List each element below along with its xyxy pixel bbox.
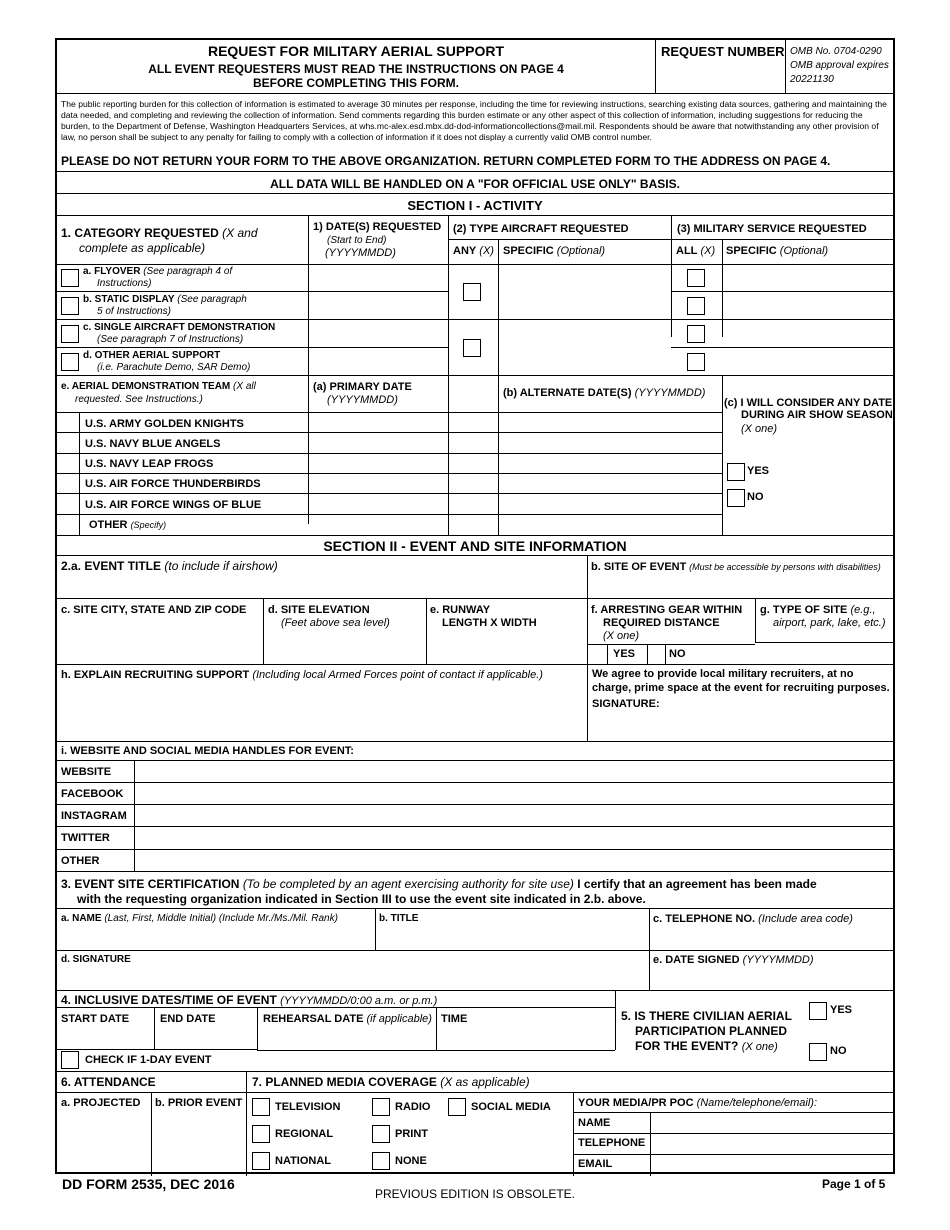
- other-social-field[interactable]: [135, 850, 892, 870]
- specific-service-field[interactable]: [723, 265, 892, 374]
- recruiters-signature-label: SIGNATURE:: [592, 698, 660, 710]
- event-title-label: 2.a. EVENT TITLE (to include if airshow): [61, 559, 278, 573]
- team-checkbox-blue-angels[interactable]: [58, 433, 78, 452]
- section1-title: SECTION I - ACTIVITY: [407, 198, 543, 213]
- site-of-event-label: b. SITE OF EVENT (Must be accessible by persons with disabilities): [591, 561, 881, 573]
- instagram-label: INSTAGRAM: [61, 810, 127, 822]
- website-field[interactable]: [135, 761, 892, 781]
- return-warning: PLEASE DO NOT RETURN YOUR FORM TO THE ABOVE ORGANIZATION. RETURN COMPLETED FORM TO THE ADDRESS ON PAGE 4.: [61, 154, 831, 168]
- facebook-field[interactable]: [135, 783, 892, 803]
- site-city-label: c. SITE CITY, STATE AND ZIP CODE: [61, 604, 247, 616]
- alternate-date-label: (b) ALTERNATE DATE(S) (YYYYMMDD): [503, 387, 706, 399]
- cert-date-signed-label: e. DATE SIGNED (YYYYMMDD): [653, 954, 814, 966]
- team-thunderbirds: U.S. AIR FORCE THUNDERBIRDS: [85, 478, 261, 490]
- flyover-label: a. FLYOVER (See paragraph 4 of: [83, 266, 233, 277]
- website-label: WEBSITE: [61, 766, 112, 778]
- other-aerial-checkbox[interactable]: [61, 353, 79, 371]
- team-blue-angels: U.S. NAVY BLUE ANGELS: [85, 438, 221, 450]
- team-checkbox-thunderbirds[interactable]: [58, 474, 78, 493]
- arresting-gear-label-2: REQUIRED DISTANCE: [603, 617, 720, 629]
- consider-yes-label: YES: [747, 465, 770, 477]
- civilian-no-checkbox[interactable]: [809, 1043, 827, 1061]
- any-label: ANY (X): [453, 245, 494, 257]
- form-title: REQUEST FOR MILITARY AERIAL SUPPORT: [207, 43, 505, 59]
- specific-aircraft-field[interactable]: [499, 265, 670, 374]
- television-label: TELEVISION: [275, 1101, 341, 1113]
- consider-no-checkbox[interactable]: [727, 489, 745, 507]
- civilian-no-label: NO: [830, 1045, 847, 1057]
- category-label: 1. CATEGORY REQUESTED (X and: [61, 226, 258, 240]
- regional-label: REGIONAL: [275, 1128, 334, 1140]
- start-date-field[interactable]: [58, 1027, 153, 1048]
- none-label: NONE: [395, 1155, 427, 1167]
- cert-name-field[interactable]: [58, 926, 374, 949]
- all-service-checkbox-b[interactable]: [687, 297, 705, 315]
- form-subtitle-1: ALL EVENT REQUESTERS MUST READ THE INSTRUCTIONS ON PAGE 4: [148, 62, 564, 76]
- single-demo-hint: (See paragraph 7 of Instructions): [97, 334, 244, 345]
- one-day-event-label: CHECK IF 1-DAY EVENT: [85, 1054, 212, 1066]
- runway-field[interactable]: [427, 632, 586, 663]
- site-elevation-field[interactable]: [264, 632, 425, 663]
- social-media-label: i. WEBSITE AND SOCIAL MEDIA HANDLES FOR EVENT:: [61, 745, 354, 757]
- military-service-label: (3) MILITARY SERVICE REQUESTED: [677, 223, 867, 235]
- end-date-field[interactable]: [155, 1027, 256, 1048]
- all-service-checkbox-c[interactable]: [687, 325, 705, 343]
- section2-title: SECTION II - EVENT AND SITE INFORMATION: [323, 538, 627, 554]
- specific-aircraft-label: SPECIFIC (Optional): [503, 245, 606, 257]
- poc-email-label: EMAIL: [578, 1158, 613, 1170]
- any-aircraft-checkbox-1[interactable]: [463, 283, 481, 301]
- arresting-gear-no-checkbox[interactable]: [648, 645, 664, 663]
- cert-title-label: b. TITLE: [379, 913, 419, 924]
- runway-label-2: LENGTH X WIDTH: [442, 617, 537, 629]
- team-checkbox-leap-frogs[interactable]: [58, 454, 78, 473]
- other-aerial-hint: (i.e. Parachute Demo, SAR Demo): [97, 362, 251, 373]
- all-label: ALL (X): [676, 245, 716, 257]
- team-leap-frogs: U.S. NAVY LEAP FROGS: [85, 458, 214, 470]
- other-aerial-label: d. OTHER AERIAL SUPPORT: [83, 350, 221, 361]
- team-golden-knights: U.S. ARMY GOLDEN KNIGHTS: [85, 418, 244, 430]
- category-hint: complete as applicable): [79, 241, 206, 255]
- team-label: e. AERIAL DEMONSTRATION TEAM (X all: [61, 381, 256, 392]
- site-type-hint: airport, park, lake, etc.): [773, 617, 886, 629]
- all-service-checkbox-a[interactable]: [687, 269, 705, 287]
- any-aircraft-checkbox-2[interactable]: [463, 339, 481, 357]
- type-aircraft-label: (2) TYPE AIRCRAFT REQUESTED: [453, 223, 629, 235]
- fouo-notice: ALL DATA WILL BE HANDLED ON A "FOR OFFICIAL USE ONLY" BASIS.: [270, 177, 680, 191]
- request-number-field[interactable]: [656, 58, 784, 92]
- print-label: PRINT: [395, 1128, 428, 1140]
- inclusive-dates-label: 4. INCLUSIVE DATES/TIME OF EVENT (YYYYMMDD/0:00 a.m. or p.m.): [61, 993, 438, 1007]
- cert-title-field[interactable]: [376, 926, 648, 949]
- page-number: Page 1 of 5: [822, 1177, 886, 1191]
- national-label: NATIONAL: [275, 1155, 332, 1167]
- certification-label: 3. EVENT SITE CERTIFICATION (To be completed by an agent exercising authority for site use) I certify that an agreement has been made: [61, 877, 817, 891]
- cert-date-signed-field[interactable]: [650, 967, 892, 989]
- rehearsal-date-field[interactable]: [258, 1027, 435, 1049]
- recruiters-agree-1: We agree to provide local military recruiters, at no: [592, 668, 854, 680]
- form: [55, 38, 895, 1174]
- national-checkbox[interactable]: [252, 1152, 270, 1170]
- print-checkbox[interactable]: [372, 1125, 390, 1143]
- poc-name-field[interactable]: [651, 1113, 892, 1132]
- dates-requested-field[interactable]: [309, 265, 447, 374]
- obsolete-notice: PREVIOUS EDITION IS OBSOLETE.: [374, 1187, 576, 1201]
- arresting-gear-label-1: f. ARRESTING GEAR WITHIN: [591, 604, 743, 616]
- dates-requested-hint: (Start to End): [327, 235, 387, 246]
- arresting-gear-no-label: NO: [669, 648, 686, 660]
- primary-date-label: (a) PRIMARY DATE: [313, 381, 412, 393]
- static-display-label: b. STATIC DISPLAY (See paragraph: [83, 294, 247, 305]
- social-media-checkbox[interactable]: [448, 1098, 466, 1116]
- poc-telephone-field[interactable]: [651, 1134, 892, 1153]
- social-media-label: SOCIAL MEDIA: [471, 1101, 551, 1113]
- civilian-yes-checkbox[interactable]: [809, 1002, 827, 1020]
- site-type-field[interactable]: [756, 630, 892, 641]
- consider-no-label: NO: [747, 491, 764, 503]
- recruiting-label: h. EXPLAIN RECRUITING SUPPORT (Including local Armed Forces point of contact if applicable.): [61, 669, 543, 681]
- other-social-label: OTHER: [61, 855, 100, 867]
- start-date-label: START DATE: [61, 1013, 130, 1025]
- regional-checkbox[interactable]: [252, 1125, 270, 1143]
- media-coverage-label: 7. PLANNED MEDIA COVERAGE (X as applicable): [252, 1075, 530, 1089]
- cert-phone-field[interactable]: [650, 926, 892, 949]
- projected-field[interactable]: [58, 1112, 150, 1174]
- cert-signature-label: d. SIGNATURE: [61, 954, 131, 965]
- prior-event-field[interactable]: [152, 1112, 245, 1174]
- certification-text-2: with the requesting organization indicated in Section III to use the event site indicated in 2.b. above.: [77, 892, 646, 906]
- specific-service-label: SPECIFIC (Optional): [726, 245, 829, 257]
- all-service-checkbox-d[interactable]: [687, 353, 705, 371]
- none-checkbox[interactable]: [372, 1152, 390, 1170]
- poc-telephone-label: TELEPHONE: [578, 1137, 646, 1149]
- request-number-label: REQUEST NUMBER: [661, 44, 785, 59]
- site-of-event-field[interactable]: [588, 575, 892, 597]
- single-demo-checkbox[interactable]: [61, 325, 79, 343]
- time-label: TIME: [441, 1013, 468, 1025]
- radio-checkbox[interactable]: [372, 1098, 390, 1116]
- arresting-gear-yes-label: YES: [613, 648, 636, 660]
- end-date-label: END DATE: [160, 1013, 216, 1025]
- civilian-label-1: 5. IS THERE CIVILIAN AERIAL: [621, 1009, 792, 1023]
- recruiting-support-field[interactable]: [58, 685, 586, 740]
- omb-expiry-label: OMB approval expires: [790, 60, 889, 71]
- time-field[interactable]: [437, 1027, 614, 1049]
- television-checkbox[interactable]: [252, 1098, 270, 1116]
- site-city-field[interactable]: [58, 632, 262, 663]
- consider-yes-checkbox[interactable]: [727, 463, 745, 481]
- attendance-label: 6. ATTENDANCE: [61, 1075, 156, 1089]
- one-day-event-checkbox[interactable]: [61, 1051, 79, 1069]
- facebook-label: FACEBOOK: [61, 788, 124, 800]
- arresting-gear-yes-checkbox[interactable]: [588, 645, 606, 663]
- team-wings-of-blue: U.S. AIR FORCE WINGS OF BLUE: [85, 499, 262, 511]
- static-display-hint: 5 of Instructions): [97, 306, 171, 317]
- twitter-field[interactable]: [135, 827, 892, 848]
- poc-name-label: NAME: [578, 1117, 611, 1129]
- consider-label-2: DURING AIR SHOW SEASON: [741, 409, 893, 421]
- radio-label: RADIO: [395, 1101, 431, 1113]
- twitter-label: TWITTER: [61, 832, 110, 844]
- civilian-label-2: PARTICIPATION PLANNED: [635, 1024, 787, 1038]
- arresting-gear-hint: (X one): [603, 630, 640, 642]
- poc-email-field[interactable]: [651, 1155, 892, 1174]
- site-elevation-label: d. SITE ELEVATION: [268, 604, 370, 616]
- cert-phone-label: c. TELEPHONE NO. (Include area code): [653, 913, 853, 925]
- team-checkbox-other[interactable]: [58, 515, 78, 534]
- single-demo-label: c. SINGLE AIRCRAFT DEMONSTRATION: [83, 322, 276, 333]
- rehearsal-date-label: REHEARSAL DATE (if applicable): [263, 1013, 432, 1025]
- cert-name-label: a. NAME (Last, First, Middle Initial) (Include Mr./Ms./Mil. Rank): [61, 913, 338, 924]
- flyover-hint: Instructions): [97, 278, 152, 289]
- flyover-checkbox[interactable]: [61, 269, 79, 287]
- consider-label-1: (c) I WILL CONSIDER ANY DATE: [724, 397, 893, 409]
- civilian-yes-label: YES: [830, 1004, 853, 1016]
- projected-label: a. PROJECTED: [61, 1097, 141, 1109]
- cert-signature-field[interactable]: [58, 967, 648, 989]
- consider-hint: (X one): [741, 423, 778, 435]
- event-title-field[interactable]: [58, 575, 586, 597]
- site-type-label: g. TYPE OF SITE (e.g.,: [760, 604, 876, 616]
- team-other: OTHER (Specify): [89, 519, 167, 531]
- omb-expiry-date: 20221130: [790, 74, 834, 85]
- dates-requested-label: 1) DATE(S) REQUESTED: [313, 221, 442, 233]
- team-checkbox-golden-knights[interactable]: [58, 413, 78, 432]
- form-subtitle-2: BEFORE COMPLETING THIS FORM.: [253, 76, 459, 90]
- civilian-label-3: FOR THE EVENT? (X one): [635, 1039, 778, 1053]
- recruiters-signature-field[interactable]: [657, 696, 891, 740]
- form-id: DD FORM 2535, DEC 2016: [62, 1176, 235, 1192]
- omb-number: OMB No. 0704-0290: [790, 46, 882, 57]
- burden-statement: The public reporting burden for this collection of information is estimated to average 30 minutes per response, including the time for reviewing instructions, searching existing data sources, gathering and maintaining the data needed, and completing and reviewing the collection of information. Send comments regarding this burden estimate or any other aspect of this collection of information, including suggestions for reducing the burden, to the Department of Defense, Washington Headquarters Services, at whs.mc-alex.esd.mbx.dd-dod-informationcollections@mail.mil. Respondents should be aware that notwithstanding any other provision of law, no person shall be subject to any penalty for failing to comply with a collection of information if it does not display a currently valid OMB control number.: [61, 99, 887, 142]
- static-display-checkbox[interactable]: [61, 297, 79, 315]
- instagram-field[interactable]: [135, 805, 892, 825]
- dates-requested-format: (YYYYMMDD): [325, 247, 396, 259]
- media-poc-label: YOUR MEDIA/PR POC (Name/telephone/email):: [578, 1097, 818, 1109]
- team-checkbox-wings-of-blue[interactable]: [58, 494, 78, 513]
- runway-label-1: e. RUNWAY: [430, 604, 491, 616]
- primary-date-format: (YYYYMMDD): [327, 394, 398, 406]
- prior-event-label: b. PRIOR EVENT: [155, 1097, 243, 1109]
- site-elevation-hint: (Feet above sea level): [281, 617, 390, 629]
- recruiters-agree-2: charge, prime space at the event for recruiting purposes.: [592, 682, 890, 694]
- team-hint: requested. See Instructions.): [75, 394, 203, 405]
